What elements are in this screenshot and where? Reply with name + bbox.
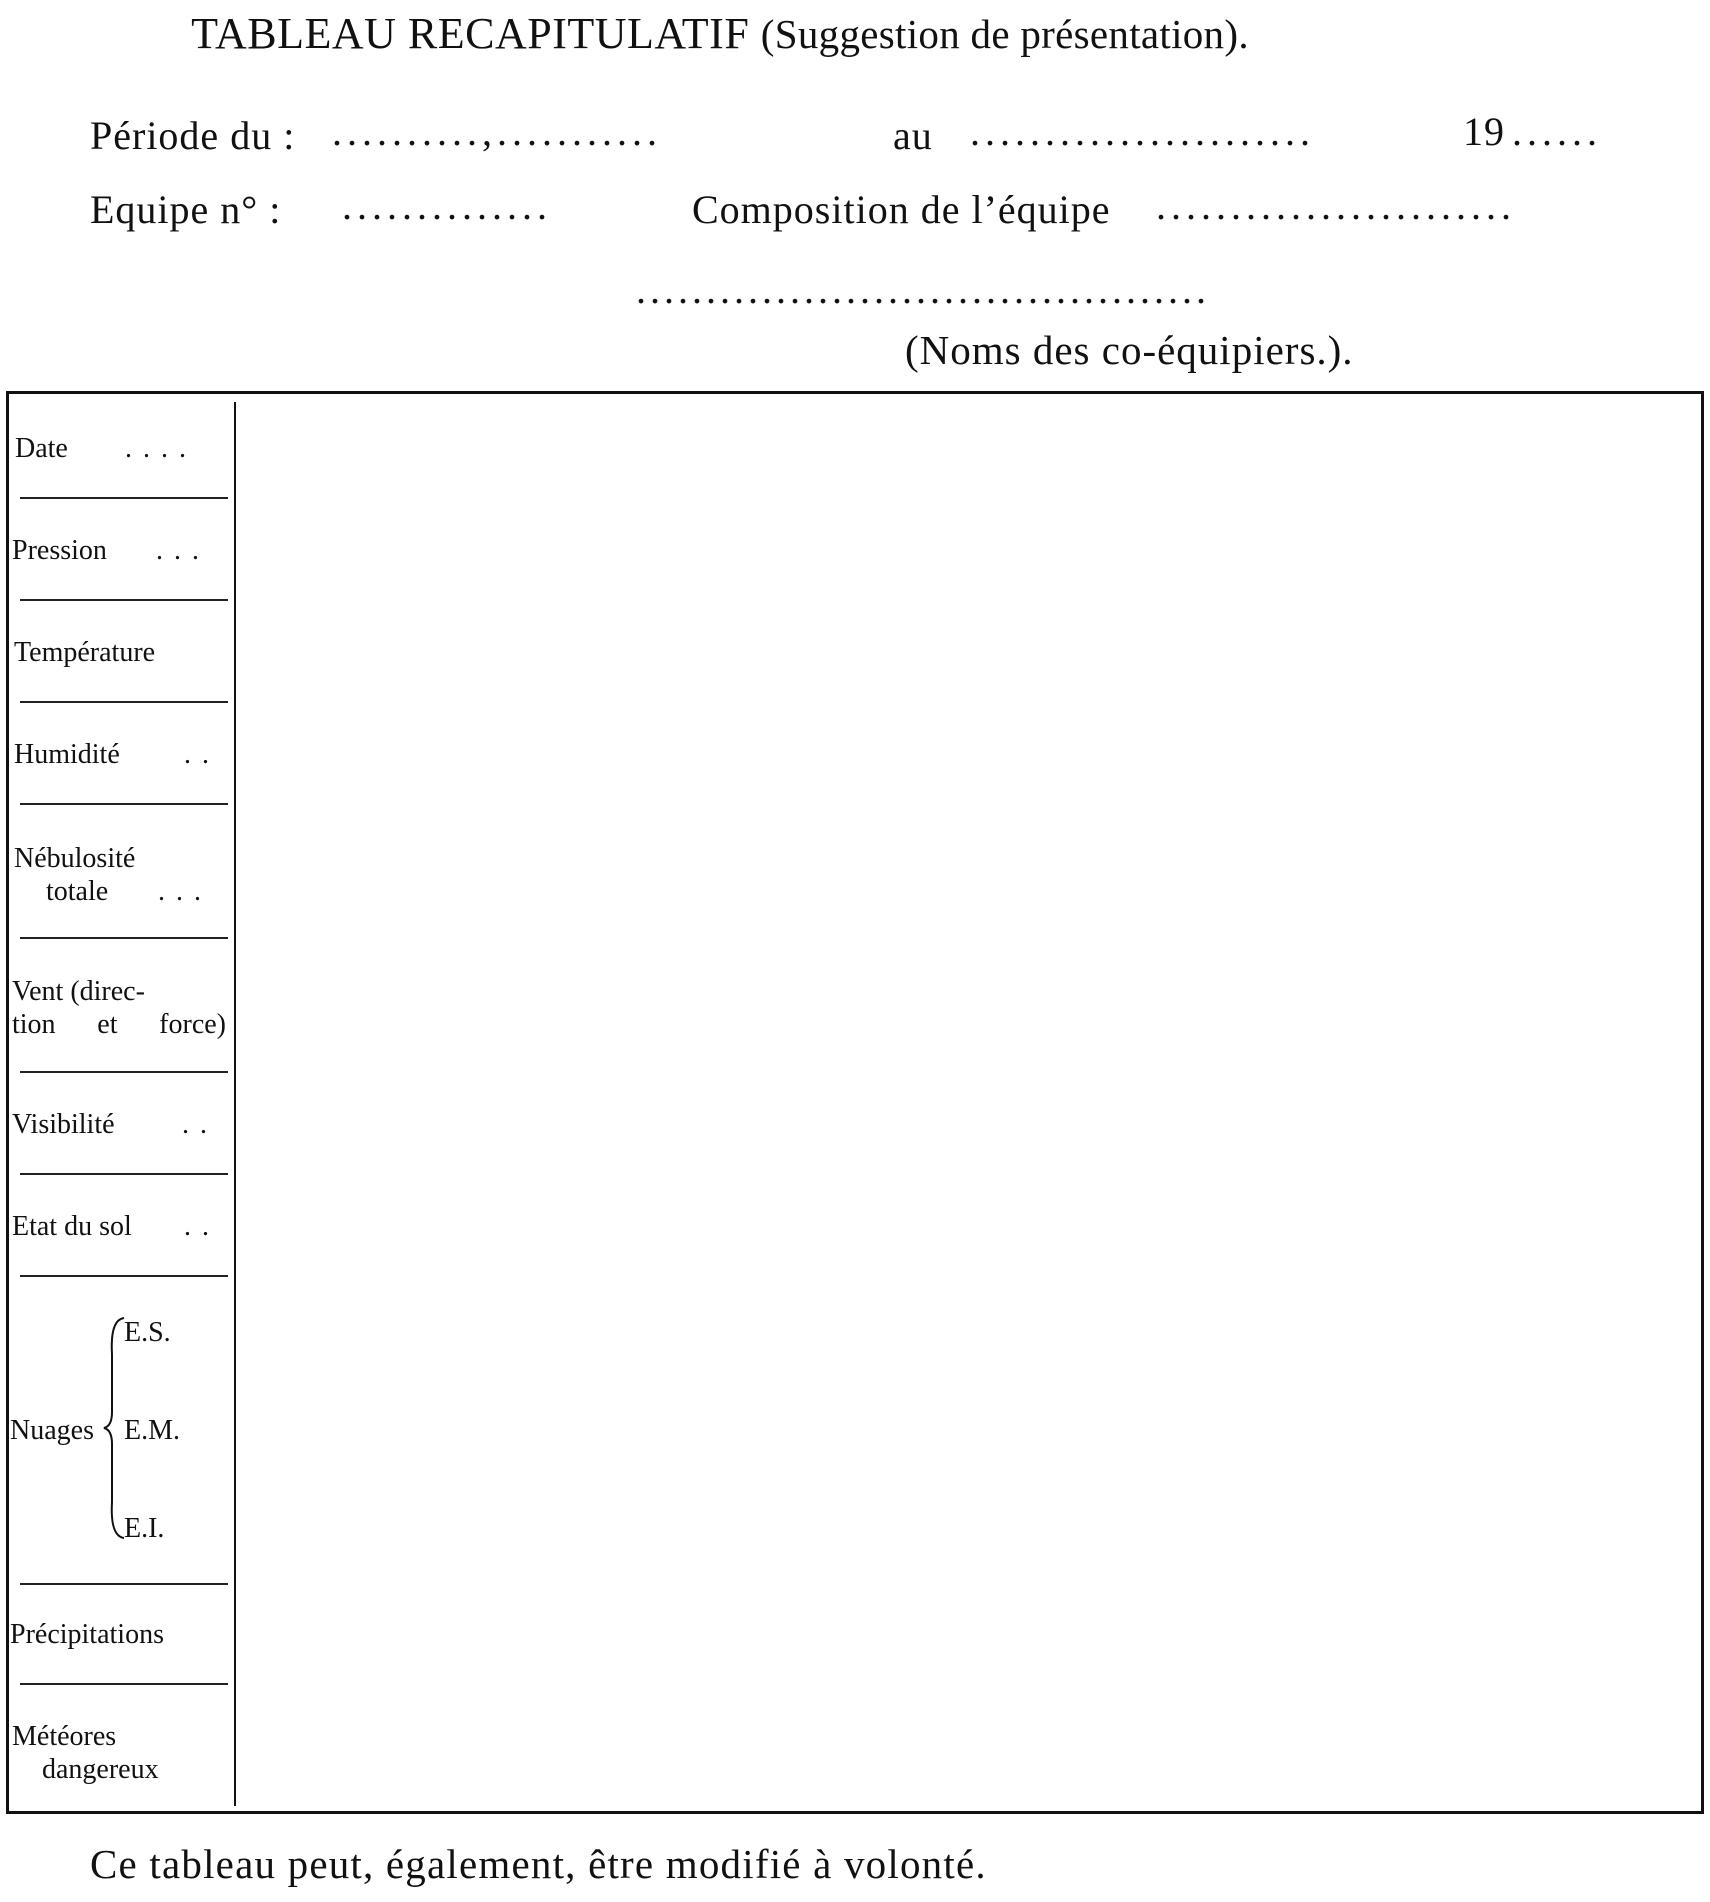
row-separator — [20, 1583, 228, 1585]
row-label-meteores: Météores dangereux — [12, 1721, 159, 1785]
row-label-date: Date . . . . — [15, 433, 188, 464]
row-label-pression: Pression . . . — [12, 535, 201, 566]
row-label-nuages-ei: E.I. — [124, 1513, 165, 1544]
row-separator — [20, 599, 228, 601]
equipe-number-field[interactable]: .............. — [342, 183, 552, 228]
row-separator — [20, 1275, 228, 1277]
row-label-nebulosite: Nébulosité totale . . . — [14, 843, 203, 907]
periode-au-label: au — [893, 113, 933, 158]
row-separator — [20, 803, 228, 805]
row-label-nuages: Nuages — [10, 1415, 94, 1446]
row-separator — [20, 1173, 228, 1175]
row-separator — [20, 1683, 228, 1685]
periode-label: Période du : — [90, 113, 296, 158]
equipe-label: Equipe n° : — [90, 187, 282, 232]
row-label-humidite: Humidité . . — [14, 739, 211, 770]
row-label-etat-sol: Etat du sol . . — [12, 1211, 211, 1242]
row-separator — [20, 701, 228, 703]
row-label-precipitations: Précipitations — [10, 1619, 164, 1650]
periode-year-label: 19 — [1463, 109, 1505, 154]
footer-note: Ce tableau peut, également, être modifié à volonté. — [90, 1841, 987, 1887]
row-label-nuages-em: E.M. — [124, 1415, 180, 1446]
row-separator — [20, 937, 228, 939]
composition-field[interactable]: ........................ — [1156, 183, 1516, 228]
row-separator — [20, 497, 228, 499]
periode-from-field[interactable]: ..........,........... — [332, 109, 662, 154]
composition-field-line2[interactable]: ......................................... — [636, 267, 1210, 312]
row-label-visibilite: Visibilité . . — [12, 1109, 209, 1140]
periode-year-field[interactable]: ...... — [1512, 109, 1602, 154]
label-column-divider — [234, 402, 236, 1806]
row-separator — [20, 1071, 228, 1073]
composition-label: Composition de l’équipe — [692, 187, 1111, 232]
row-label-nuages-es: E.S. — [124, 1317, 171, 1348]
data-area[interactable] — [242, 402, 1697, 1806]
periode-to-field[interactable]: ....................... — [970, 109, 1315, 154]
title-subtitle: (Suggestion de présentation). — [760, 11, 1249, 57]
noms-note: (Noms des co-équipiers.). — [905, 327, 1354, 373]
row-label-vent: Vent (direc- tion et force) — [12, 976, 226, 1040]
page-title — [0, 8, 1440, 59]
title-text: TABLEAU RECAPITULATIF — [191, 9, 750, 58]
row-label-temperature: Température — [14, 637, 156, 668]
